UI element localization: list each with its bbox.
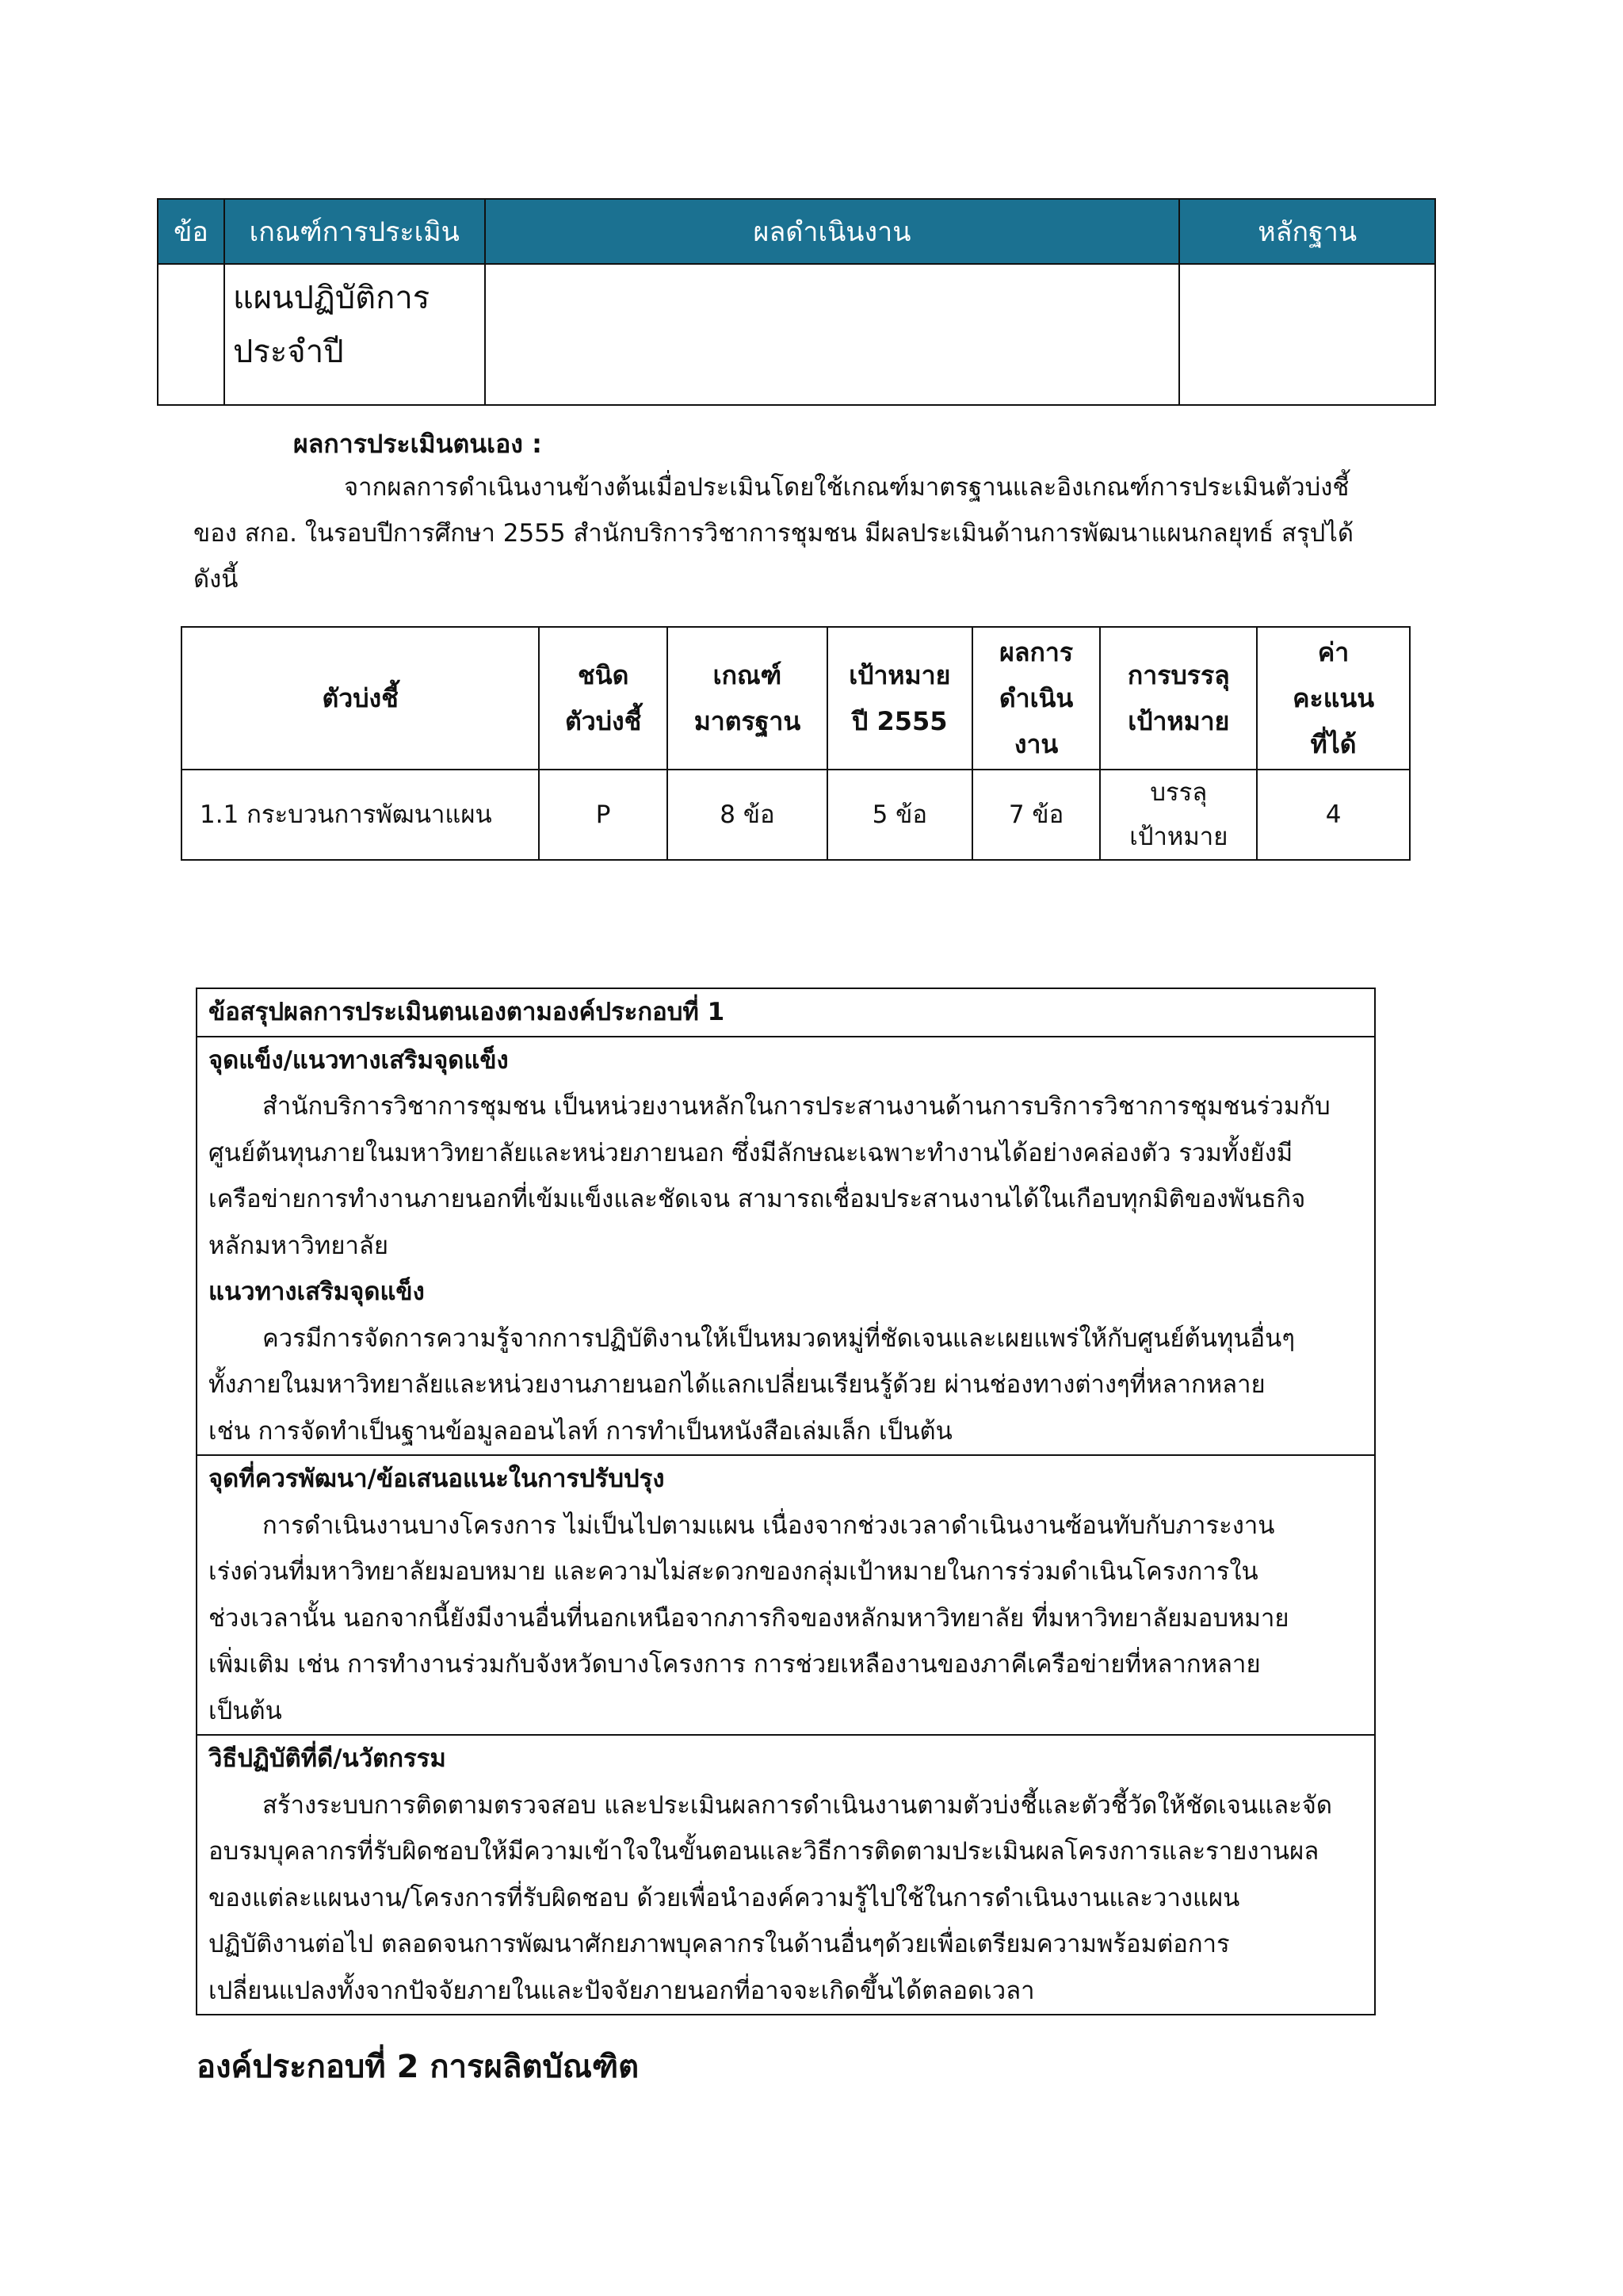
cell-indicator: 1.1 กระบวนการพัฒนาแผน: [181, 770, 539, 860]
header-score: [1257, 627, 1410, 770]
cell-standard: 8 ข้อ: [667, 770, 827, 860]
strengths-line: สำนักบริการวิชาการชุมชน เป็นหน่วยงานหลักในการประสานงานด้านการบริการวิชาการชุมชนร่วมกับ: [262, 1092, 1331, 1121]
best-practice-section: [197, 1736, 1374, 2014]
cell-line: เป้าหมาย: [1129, 823, 1228, 851]
paragraph-line: ของ สกอ. ในรอบปีการศึกษา 2555 สำนักบริการวิชาการชุมชน มีผลประเมินด้านการพัฒนาแผนกลยุทธ์ สรุปได้: [193, 519, 1354, 548]
strengths-section: [197, 1037, 1374, 1457]
cell-result: 7 ข้อ: [972, 770, 1101, 860]
summary-box: [196, 988, 1376, 2015]
criteria-table-header: [158, 199, 1435, 264]
cell-no: [158, 264, 224, 405]
best-practice-line: สร้างระบบการติดตามตรวจสอบ และประเมินผลการดำเนินงานตามตัวบ่งชี้และตัวชี้วัดให้ชัดเจนและจัด: [262, 1790, 1333, 1820]
header-line: เป้าหมาย: [1128, 706, 1230, 736]
improvement-heading: จุดที่ควรพัฒนา/ข้อเสนอแนะในการปรับปรุง: [208, 1465, 665, 1493]
improvement-line: เร่งด่วนที่มหาวิทยาลัยมอบหมาย และความไม่สะดวกของกลุ่มเป้าหมายในการร่วมดำเนินโครงการใน: [208, 1557, 1258, 1586]
header-no: ข้อ: [158, 199, 224, 264]
header-line: ที่ได้: [1310, 729, 1357, 759]
next-section-heading: องค์ประกอบที่ 2 การผลิตบัณฑิต: [197, 2049, 640, 2085]
header-line: ค่า: [1317, 637, 1350, 667]
header-line: ตัวบ่งชี้: [322, 683, 399, 713]
header-line: เกณฑ์: [712, 660, 782, 690]
cell-evidence: [1179, 264, 1435, 405]
best-practice-line: เปลี่ยนแปลงทั้งจากปัจจัยภายในและปัจจัยภายนอกที่อาจจะเกิดขึ้นได้ตลอดเวลา: [208, 1976, 1035, 2005]
self-assessment-paragraph: [193, 464, 1414, 602]
cell-achievement: [1100, 770, 1257, 860]
cell-result: [485, 264, 1180, 405]
strengths-line: เครือข่ายการทำงานภายนอกที่เข้มแข็งและชัดเจน สามารถเชื่อมประสานงานได้ในเกือบทุกมิติของพันธกิจ: [208, 1185, 1306, 1213]
header-line: ชนิด: [577, 660, 629, 690]
header-line: ผลการ: [999, 637, 1073, 667]
cell-type: P: [539, 770, 667, 860]
table-row: [158, 264, 1435, 405]
strengths-heading: จุดแข็ง/แนวทางเสริมจุดแข็ง: [208, 1045, 509, 1075]
cell-line: บรรลุ: [1150, 778, 1208, 807]
header-line: การบรรลุ: [1127, 660, 1230, 690]
header-line: เป้าหมาย: [849, 660, 951, 690]
header-standard: [667, 627, 827, 770]
header-achievement: [1100, 627, 1257, 770]
best-practice-line: ปฏิบัติงานต่อไป ตลอดจนการพัฒนาศักยภาพบุคลากรในด้านอื่นๆด้วยเพื่อเตรียมความพร้อมต่อการ: [208, 1930, 1230, 1958]
indicator-table-header: [181, 627, 1410, 770]
strengths-line: หลักมหาวิทยาลัย: [208, 1231, 389, 1260]
improvement-line: ช่วงเวลานั้น นอกจากนี้ยังมีงานอื่นที่นอกเหนือจากภารกิจของหลักมหาวิทยาลัย ที่มหาวิทยาลัยมอบหมาย: [208, 1603, 1289, 1633]
improvement-section: [197, 1456, 1374, 1736]
paragraph-line: ดังนี้: [193, 565, 239, 594]
header-result: ผลดำเนินงาน: [485, 199, 1180, 264]
header-line: คะแนน: [1293, 683, 1375, 713]
reinforce-line: ควรมีการจัดการความรู้จากการปฏิบัติงานให้เป็นหมวดหมู่ที่ชัดเจนและเผยแพร่ให้กับศูนย์ต้นทุนอื่นๆ: [262, 1324, 1295, 1353]
header-indicator: [181, 627, 539, 770]
header-evidence: หลักฐาน: [1179, 199, 1435, 264]
reinforce-line: เช่น การจัดทำเป็นฐานข้อมูลออนไลท์ การทำเป็นหนังสือเล่มเล็ก เป็นต้น: [208, 1416, 953, 1446]
criteria-table: [157, 198, 1436, 406]
best-practice-heading: วิธีปฏิบัติที่ดี/นวัตกรรม: [208, 1744, 446, 1773]
improvement-line: เพิ่มเติม เช่น การทำงานร่วมกับจังหวัดบางโครงการ การช่วยเหลืองานของภาคีเครือข่ายที่หลากหลาย: [208, 1650, 1261, 1679]
paragraph-line: จากผลการดำเนินงานข้างต้นเมื่อประเมินโดยใช้เกณฑ์มาตรฐานและอิงเกณฑ์การประเมินตัวบ่งชี้: [344, 473, 1350, 502]
header-line: มาตรฐาน: [693, 706, 801, 736]
header-criterion: เกณฑ์การประเมิน: [224, 199, 485, 264]
reinforce-line: ทั้งภายในมหาวิทยาลัยและหน่วยงานภายนอกได้แลกเปลี่ยนเรียนรู้ด้วย ผ่านช่องทางต่างๆที่หลากหลาย: [208, 1370, 1266, 1399]
header-line: งาน: [1014, 729, 1059, 759]
table-row: [181, 770, 1410, 860]
header-result: [972, 627, 1101, 770]
best-practice-line: ของแต่ละแผนงาน/โครงการที่รับผิดชอบ ด้วยเพื่อนำองค์ความรู้ไปใช้ในการดำเนินงานและวางแผน: [208, 1883, 1240, 1912]
indicator-table: [181, 626, 1411, 861]
header-type: [539, 627, 667, 770]
cell-score: 4: [1257, 770, 1410, 860]
best-practice-line: อบรมบุคลากรที่รับผิดชอบให้มีความเข้าใจในขั้นตอนและวิธีการติดตามประเมินผลโครงการและรายงานผล: [208, 1837, 1319, 1866]
cell-criterion: [224, 264, 485, 405]
strengths-line: ศูนย์ต้นทุนภายในมหาวิทยาลัยและหน่วยภายนอก ซึ่งมีลักษณะเฉพาะทำงานได้อย่างคล่องตัว รวมทั้งยังมี: [208, 1138, 1293, 1167]
cell-target: 5 ข้อ: [827, 770, 972, 860]
criterion-line: ประจำปี: [232, 334, 344, 370]
self-assessment-title: ผลการประเมินตนเอง :: [293, 429, 542, 459]
summary-title: ข้อสรุปผลการประเมินตนเองตามองค์ประกอบที่ 1: [197, 989, 1374, 1037]
reinforce-heading: แนวทางเสริมจุดแข็ง: [208, 1278, 425, 1306]
improvement-line: การดำเนินงานบางโครงการ ไม่เป็นไปตามแผน เนื่องจากช่วงเวลาดำเนินงานซ้อนทับกับภาระงาน: [262, 1511, 1275, 1540]
header-line: ดำเนิน: [999, 683, 1074, 713]
header-line: ปี 2555: [852, 706, 948, 736]
criterion-line: แผนปฏิบัติการ: [232, 280, 430, 316]
header-target: [827, 627, 972, 770]
header-line: ตัวบ่งชี้: [564, 706, 642, 736]
improvement-line: เป็นต้น: [208, 1696, 282, 1725]
